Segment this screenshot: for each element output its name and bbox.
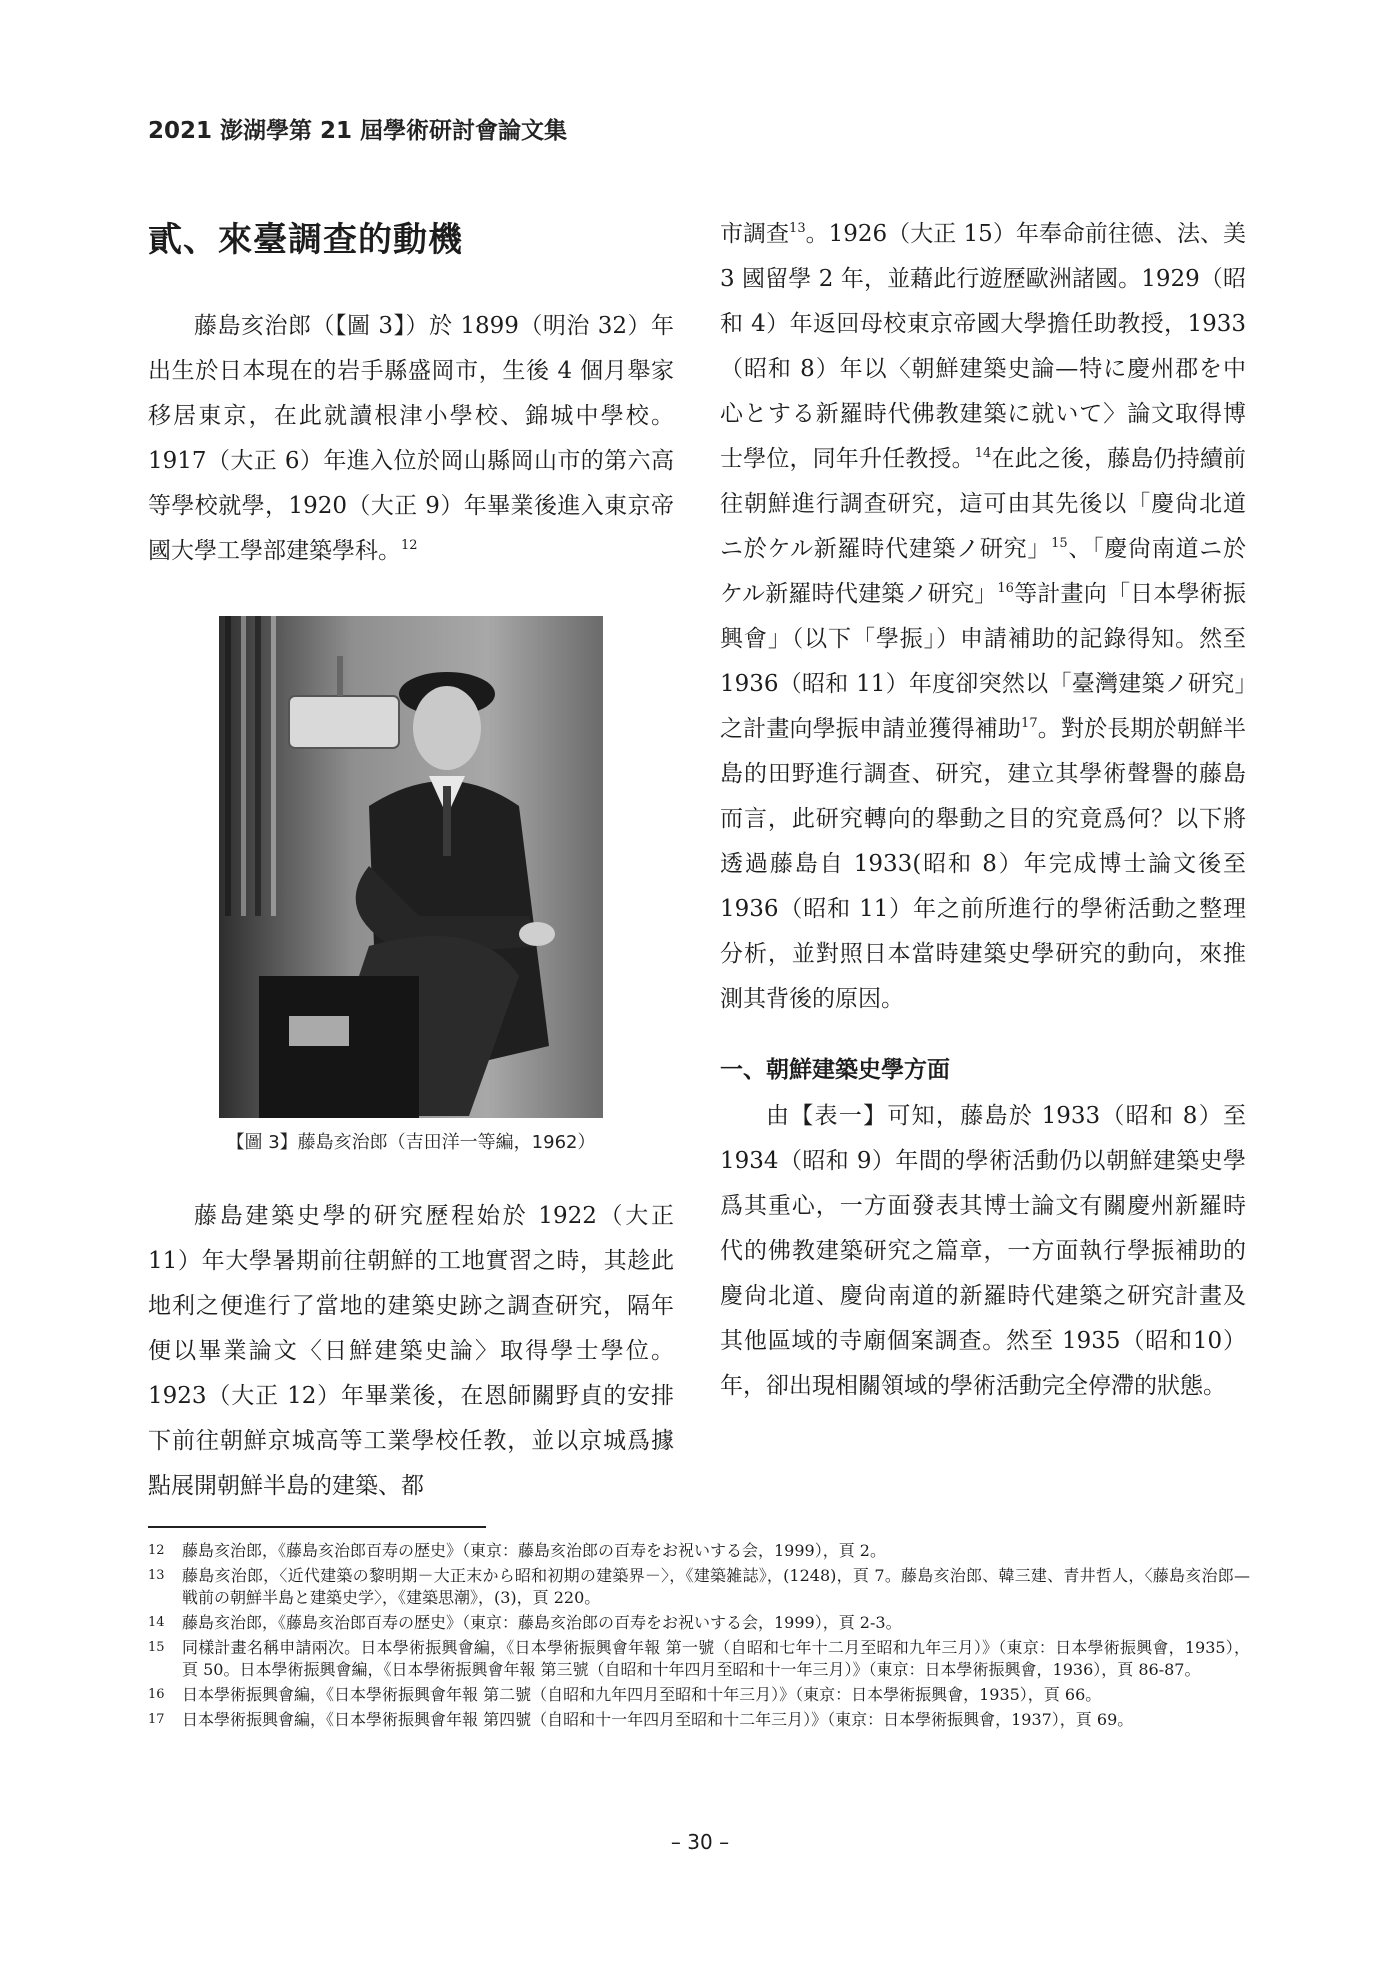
paragraph-text: 、「慶尙南道ニ於ケル新羅時代建築ノ研究」 — [720, 536, 1246, 607]
portrait-photo — [219, 616, 603, 1118]
footnote-text: 藤島亥治郎，〈近代建築の黎明期－大正末から昭和初期の建築界－〉，《建築雑誌》，(1248)，頁 7。藤島亥治郎、韓三建、青井哲人，〈藤島亥治郎—戦前の朝鮮半島と建築史学〉，《建築思潮》，(3)，頁 220。 — [182, 1566, 1250, 1607]
footnote-number: 17 — [148, 1712, 165, 1727]
footnote-ref-16[interactable]: 16 — [997, 581, 1014, 596]
footnote-number: 14 — [148, 1615, 165, 1630]
paragraph-text: 在此之後，藤島仍持續前往朝鮮進行調查研究，這可由其先後以「慶尙北道ニ於ケル新羅時代建築ノ研究」 — [720, 446, 1247, 562]
section-title: 貳、來臺調查的動機 — [148, 220, 463, 260]
paragraph-research-history: 藤島建築史學的研究歷程始於 1922（大正 11）年大學暑期前往朝鮮的工地實習之時，其趁此地利之便進行了當地的建築史跡之調查研究，隔年便以畢業論文〈日鮮建築史論〉取得學士學位。1923（大正 12）年畢業後，在恩師關野貞的安排下前往朝鮮京城高等工業學校任教，並以京城爲據點展開朝鮮半島的建築、都 — [148, 1203, 674, 1499]
footnote-number: 13 — [148, 1568, 165, 1583]
footnote-text: 日本學術振興會編，《日本學術振興會年報 第四號（自昭和十一年四月至昭和十二年三月）》（東京：日本學術振興會，1937），頁 69。 — [182, 1710, 1134, 1729]
footnote-item — [148, 1612, 1250, 1634]
footnote-text: 藤島亥治郎，《藤島亥治郎百寿の歴史》（東京：藤島亥治郎の百寿をお祝いする会，1999），頁 2-3。 — [182, 1613, 902, 1632]
paragraph-text: 。對於長期於朝鮮半島的田野進行調查、研究，建立其學術聲譽的藤島而言，此研究轉向的舉動之目的究竟爲何？以下將透過藤島自 1933(昭和 8）年完成博士論文後至 1936（昭和 11）年之前所進行的學術活動之整理分析，並對照日本當時建築史學研究的動向，來推測其背後的原因。 — [720, 716, 1247, 1012]
running-header: 2021 澎湖學第 21 屆學術研討會論文集 — [148, 118, 568, 144]
paragraph-text: 市調查 — [720, 221, 790, 247]
footnote-divider — [148, 1526, 486, 1528]
footnote-text: 日本學術振興會編，《日本學術振興會年報 第二號（自昭和九年四月至昭和十年三月）》（東京：日本學術振興會，1935），頁 66。 — [182, 1685, 1102, 1704]
footnote-item — [148, 1540, 1250, 1562]
footnote-number: 16 — [148, 1687, 165, 1702]
footnote-item — [148, 1709, 1250, 1731]
paragraph-text: 。1926（大正 15）年奉命前往德、法、美 3 國留學 2 年，並藉此行遊歷歐洲諸國。1929（昭和 4）年返回母校東京帝國大學擔任助教授，1933（昭和 8）年以〈朝鮮建築史論—特に慶州郡を中心とする新羅時代佛教建築に就いて〉論文取得博士學位，同年升任教授。 — [720, 221, 1246, 472]
footnote-ref-14[interactable]: 14 — [974, 446, 992, 461]
right-column — [720, 212, 1246, 1409]
left-column — [148, 212, 674, 1509]
footnote-item — [148, 1637, 1250, 1681]
footnote-number: 12 — [148, 1543, 165, 1558]
paragraph-text: 等計畫向「日本學術振興會」（以下「學振」）申請補助的記錄得知。然至 1936（昭和 11）年度卻突然以「臺灣建築ノ研究」之計畫向學振申請並獲得補助 — [720, 581, 1246, 742]
subsection-title: 一、朝鮮建築史學方面 — [720, 1057, 950, 1083]
footnotes — [148, 1540, 1250, 1734]
footnote-ref-12[interactable]: 12 — [401, 538, 418, 553]
footnote-text: 藤島亥治郎，《藤島亥治郎百寿の歴史》（東京：藤島亥治郎の百寿をお祝いする会，1999），頁 2。 — [182, 1541, 886, 1560]
paragraph-text: 藤島亥治郎（【圖 3】）於 1899（明治 32）年出生於日本現在的岩手縣盛岡市，生後 4 個月舉家移居東京，在此就讀根津小學校、錦城中學校。1917（大正 6）年進入位於岡山縣岡山市的第六高等學校就學，1920（大正 9）年畢業後進入東京帝國大學工學部建築學科。 — [148, 313, 674, 564]
page-number: – 30 – — [670, 1830, 730, 1854]
footnote-number: 15 — [148, 1640, 165, 1655]
footnote-ref-13[interactable]: 13 — [789, 221, 806, 236]
footnote-item — [148, 1565, 1250, 1609]
figure-caption: 【圖 3】藤島亥治郎（吉田洋一等編，1962） — [226, 1132, 596, 1153]
footnote-ref-17[interactable]: 17 — [1021, 716, 1038, 731]
paragraph-birth — [148, 304, 674, 574]
footnote-item — [148, 1684, 1250, 1706]
footnote-text: 同樣計畫名稱申請兩次。日本學術振興會編，《日本學術振興會年報 第一號（自昭和七年十二月至昭和九年三月）》（東京：日本學術振興會，1935），頁 50。日本學術振興會編，《日本學術振興會年報 第三號（自昭和十年四月至昭和十一年三月）》（東京：日本學術振興會，1936），頁 86-87。 — [182, 1638, 1250, 1679]
paragraph-korea-studies: 由【表一】可知，藤島於 1933（昭和 8）至 1934（昭和 9）年間的學術活動仍以朝鮮建築史學爲其重心，一方面發表其博士論文有關慶州新羅時代的佛教建築研究之篇章，一方面執行學振補助的慶尙北道、慶尙南道的新羅時代建築之研究計畫及其他區域的寺廟個案調查。然至 1935（昭和10）年，卻出現相關領域的學術活動完全停滯的狀態。 — [720, 1103, 1246, 1399]
portrait-photo-illustration — [219, 616, 603, 1118]
paragraph-career — [720, 212, 1246, 1022]
footnote-ref-15[interactable]: 15 — [1051, 536, 1068, 551]
